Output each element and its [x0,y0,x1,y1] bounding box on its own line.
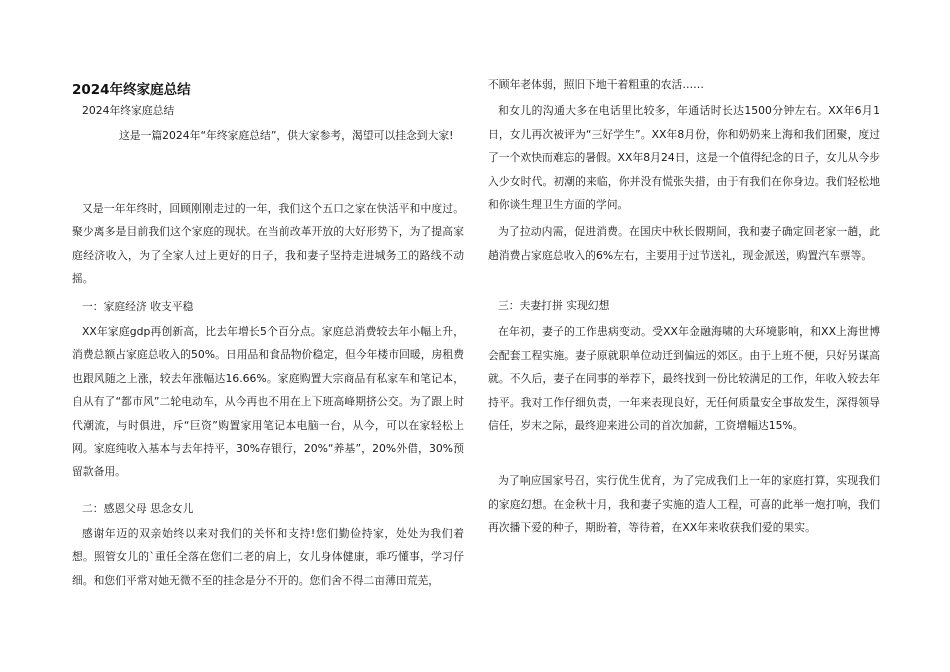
body-paragraph: 在年初，妻子的工作患病变动。受XX年金融海啸的大环境影响，和XX上海世博会配套工程实施。妻子原就职单位动迁到偏远的郊区。由于上班不便，只好另谋高就。不久后，妻子在同事的举荐下，最终找到一份比较满足的工作，年收入较去年持平。我对工作仔细负责，一年来表现良好，无任何质量安全事故发生，深得领导信任，岁末之际，最终迎来进公司的首次加薪，工资增幅达15%。 [488,325,880,433]
body-paragraph: 又是一年年终时，回顾刚刚走过的一年，我们这个五口之家在快活平和中度过。聚少离多是目前我们这个家庭的现状。在当前改革开放的大好形势下，为了提高家庭经济收入，为了全家人过上更好的日子，我和妻子坚持走进城务工的路线不动摇。 [72,202,464,285]
body-paragraph: 和女儿的沟通大多在电话里比较多，年通话时长达1500分钟左右。XX年6月1日，女儿再次被评为“三好学生”。XX年8月份，你和奶奶来上海和我们团聚，度过了一个欢快而难忘的暑假。XX年8月24日，这是一个值得纪念的日子，女儿从今步入少女时代。初潮的来临，你并没有慌张失措，由于有我们在你身边。我们轻松地和你谈生理卫生方面的学问。 [488,104,880,212]
document-title: 2024年终家庭总结 [72,82,191,98]
document-subtitle: 2024年终家庭总结 [82,104,175,117]
body-paragraph: 感谢年迈的双亲始终以来对我们的关怀和支持!您们勤俭持家，处处为我们着想。照管女儿的`重任全落在您们二老的肩上，女儿身体健康，乖巧懂事，学习仔细。和您们平常对她无微不至的挂念是分不开的。您们舍不得二亩薄田荒芜， [72,527,464,587]
intro-paragraph: 这是一篇2024年“年终家庭总结”，供大家参考，渴望可以挂念到大家! [119,129,454,142]
body-paragraph: XX年家庭gdp再创新高，比去年增长5个百分点。家庭总消费较去年小幅上升，消费总额占家庭总收入的50%。日用品和食品物价稳定，但今年楼市回暖，房租费也跟风随之上涨，较去年涨幅达16.66%。家庭购置大宗商品有私家车和笔记本，自从有了“都市风”二轮电动车，从今再也不用在上下班高峰期挤公交。为了跟上时代潮流，与时俱进，斥“巨资”购置家用笔记本电脑一台，从今，可以在家轻松上网。家庭纯收入基本与去年持平，30%存银行，20%“养基”，20%外借，30%预留款备用。 [72,325,464,479]
section-heading: 一：家庭经济 收支平稳 [82,300,194,313]
section-heading: 二：感恩父母 思念女儿 [82,502,194,515]
body-paragraph: 为了响应国家号召，实行优生优育，为了完成我们上一年的家庭打算，实现我们的家庭幻想。在金秋十月，我和妻子实施的造人工程，可喜的此举一炮打响，我们再次播下爱的种子，期盼着，等待着，在XX年来收获我们爱的果实。 [488,474,880,535]
body-paragraph: 为了拉动内需，促进消费。在国庆中秋长假期间，我和妻子确定回老家一趟，此趟消费占家庭总收入的6%左右，主要用于过节送礼，现金派送，购置汽车票等。 [488,225,880,262]
continued-paragraph: 不顾年老体弱，照旧下地干着粗重的农活…… [488,78,704,91]
section-heading: 三：夫妻打拼 实现幻想 [498,299,610,312]
